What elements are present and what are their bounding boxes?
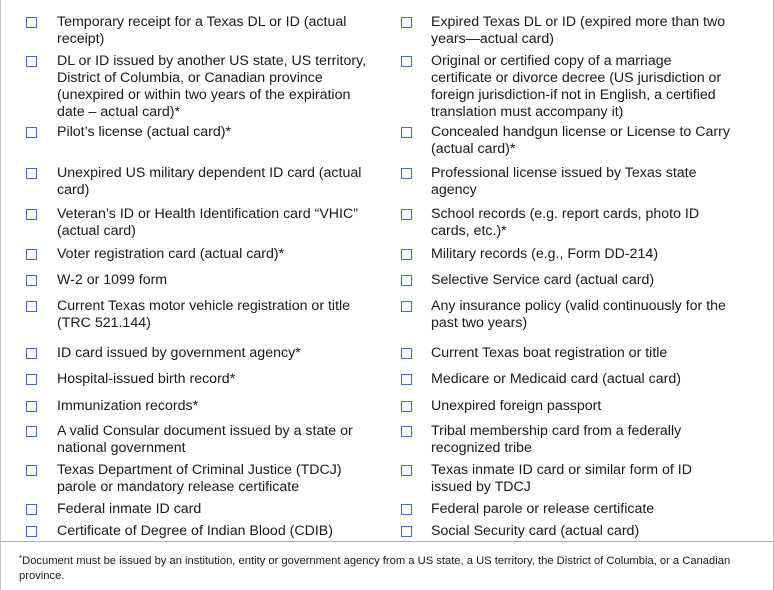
checklist-item-label: Veteran’s ID or Health Identification card “VHIC” (actual card) <box>57 206 358 239</box>
checklist-item-label: Current Texas motor vehicle registration or title (TRC 521.144) <box>57 298 351 331</box>
checklist-item-label: Immunization records* <box>57 398 199 414</box>
checklist-item-label: Current Texas boat registration or title <box>431 345 668 361</box>
checklist-item-label: Social Security card (actual card) <box>431 523 640 539</box>
checkbox[interactable] <box>26 374 37 385</box>
checkbox[interactable] <box>26 275 37 286</box>
checklist-item-label: Voter registration card (actual card)* <box>57 246 285 262</box>
checklist-item-label: Federal inmate ID card <box>57 501 202 517</box>
checklist-item-label: Federal parole or release certificate <box>431 501 655 517</box>
footnote <box>19 551 759 584</box>
checkbox[interactable] <box>26 249 37 260</box>
checkbox[interactable] <box>401 275 412 286</box>
checkbox[interactable] <box>26 504 37 515</box>
checklist-item-label: Concealed handgun license or License to Carry (actual card)* <box>431 124 730 157</box>
checkbox[interactable] <box>26 301 37 312</box>
checklist-item-label: Original or certified copy of a marriage certificate or divorce decree (US jurisdiction or foreign jurisdiction-if not in English, a certified translation must accompany it) <box>431 53 722 120</box>
checkbox[interactable] <box>401 209 412 220</box>
checklist-item-label: Unexpired foreign passport <box>431 398 602 414</box>
checklist-item-label: Professional license issued by Texas state agency <box>431 165 697 198</box>
checklist-item-label: Texas inmate ID card or similar form of ID issued by TDCJ <box>431 462 692 495</box>
checkbox[interactable] <box>401 168 412 179</box>
checklist-item-label: Unexpired US military dependent ID card (actual card) <box>57 165 362 198</box>
checkbox[interactable] <box>26 209 37 220</box>
footnote-marker: * <box>19 554 23 563</box>
checklist-item-label: DL or ID issued by another US state, US territory, District of Columbia, or Canadian province (unexpired or within two years of the expiration date – actual card)* <box>57 53 367 120</box>
checkbox[interactable] <box>401 348 412 359</box>
checkbox[interactable] <box>26 465 37 476</box>
checkbox[interactable] <box>401 127 412 138</box>
checkbox[interactable] <box>401 374 412 385</box>
checkbox[interactable] <box>401 56 412 67</box>
checklist-item-label: A valid Consular document issued by a state or national government <box>57 423 353 456</box>
checkbox[interactable] <box>26 17 37 28</box>
checkbox[interactable] <box>401 301 412 312</box>
checkbox[interactable] <box>26 401 37 412</box>
checkbox[interactable] <box>401 426 412 437</box>
checklist-item-label: Medicare or Medicaid card (actual card) <box>431 371 681 387</box>
footnote-text: Document must be issued by an institution, entity or government agency from a US state, a US territory, the District of Columbia, or a Canadian province. <box>19 555 731 582</box>
checkbox[interactable] <box>26 348 37 359</box>
checklist-item-label: Hospital-issued birth record* <box>57 371 236 387</box>
checklist-item-label: Military records (e.g., Form DD-214) <box>431 246 659 262</box>
checklist-item-label: Temporary receipt for a Texas DL or ID (actual receipt) <box>57 14 347 47</box>
checklist-item-label: Tribal membership card from a federally recognized tribe <box>431 423 682 456</box>
checkbox[interactable] <box>401 465 412 476</box>
checkbox[interactable] <box>26 426 37 437</box>
checkbox[interactable] <box>401 504 412 515</box>
checklist-item-label: School records (e.g. report cards, photo ID cards, etc.)* <box>431 206 700 239</box>
checkbox[interactable] <box>26 56 37 67</box>
checklist-item-label: Certificate of Degree of Indian Blood (CDIB) <box>57 523 333 539</box>
checkbox[interactable] <box>401 526 412 537</box>
checkbox[interactable] <box>401 249 412 260</box>
checklist-item-label: Expired Texas DL or ID (expired more than two years—actual card) <box>431 14 726 47</box>
checklist-item-label: Pilot’s license (actual card)* <box>57 124 232 140</box>
checklist-item-label: Texas Department of Criminal Justice (TDCJ) parole or mandatory release certificate <box>57 462 342 495</box>
checklist-item-label: Selective Service card (actual card) <box>431 272 655 288</box>
checklist-item-label: W-2 or 1099 form <box>57 272 168 288</box>
checkbox[interactable] <box>26 526 37 537</box>
checklist-item-label: Any insurance policy (valid continuously for the past two years) <box>431 298 726 331</box>
checkbox[interactable] <box>26 168 37 179</box>
checklist-item-label: ID card issued by government agency* <box>57 345 301 361</box>
checkbox[interactable] <box>26 127 37 138</box>
checkbox[interactable] <box>401 401 412 412</box>
footnote-divider <box>0 541 774 542</box>
checkbox[interactable] <box>401 17 412 28</box>
